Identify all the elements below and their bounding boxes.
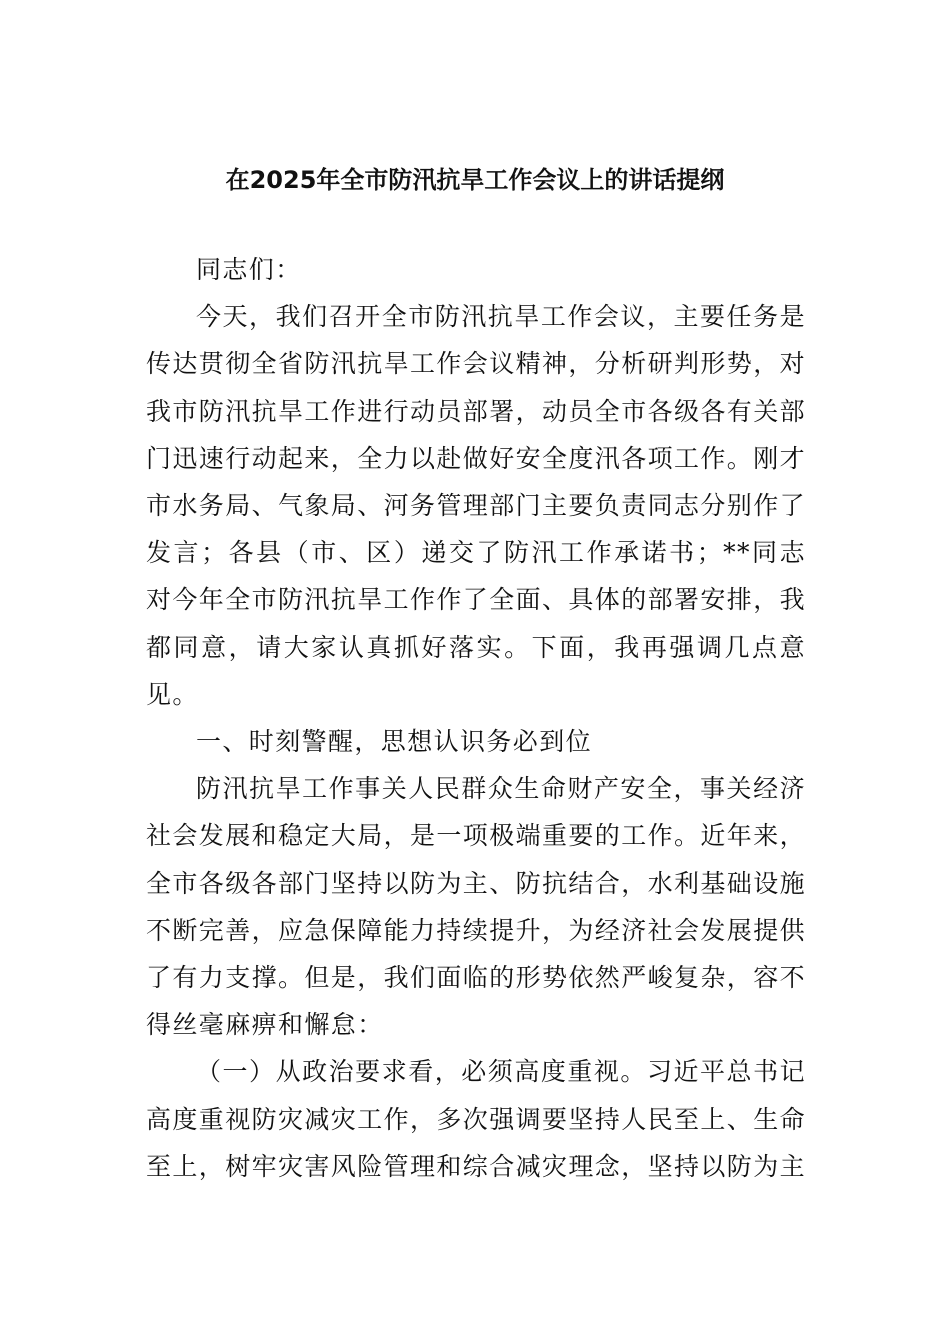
intro-paragraph: 今天，我们召开全市防汛抗旱工作会议，主要任务是传达贯彻全省防汛抗旱工作会议精神，分析研判形势，对我市防汛抗旱工作进行动员部署，动员全市各级各有关部门迅速行动起来，全力以赴做好安全度汛各项工作。刚才市水务局、气象局、河务管理部门主要负责同志分别作了发言；各县（市、区）递交了防汛工作承诺书；**同志对今年全市防汛抗旱工作作了全面、具体的部署安排，我都同意，请大家认真抓好落实。下面，我再强调几点意见。 xyxy=(146,302,807,709)
document-title: 在2025年全市防汛抗旱工作会议上的讲话提纲 xyxy=(225,166,725,194)
subsection-1-paragraph: （一）从政治要求看，必须高度重视。习近平总书记高度重视防灾减灾工作，多次强调要坚持人民至上、生命至上，树牢灾害风险管理和综合减灾理念，坚持以防为主 xyxy=(146,1057,807,1181)
document-body xyxy=(146,246,806,1190)
section-1-paragraph: 防汛抗旱工作事关人民群众生命财产安全，事关经济社会发展和稳定大局，是一项极端重要的工作。近年来，全市各级各部门坚持以防为主、防抗结合，水利基础设施不断完善，应急保障能力持续提升，为经济社会发展提供了有力支撑。但是，我们面临的形势依然严峻复杂，容不得丝毫麻痹和懈怠： xyxy=(146,774,807,1040)
salutation-paragraph: 同志们： xyxy=(196,255,302,284)
section-heading-1: 一、时刻警醒，思想认识务必到位 xyxy=(196,727,593,757)
